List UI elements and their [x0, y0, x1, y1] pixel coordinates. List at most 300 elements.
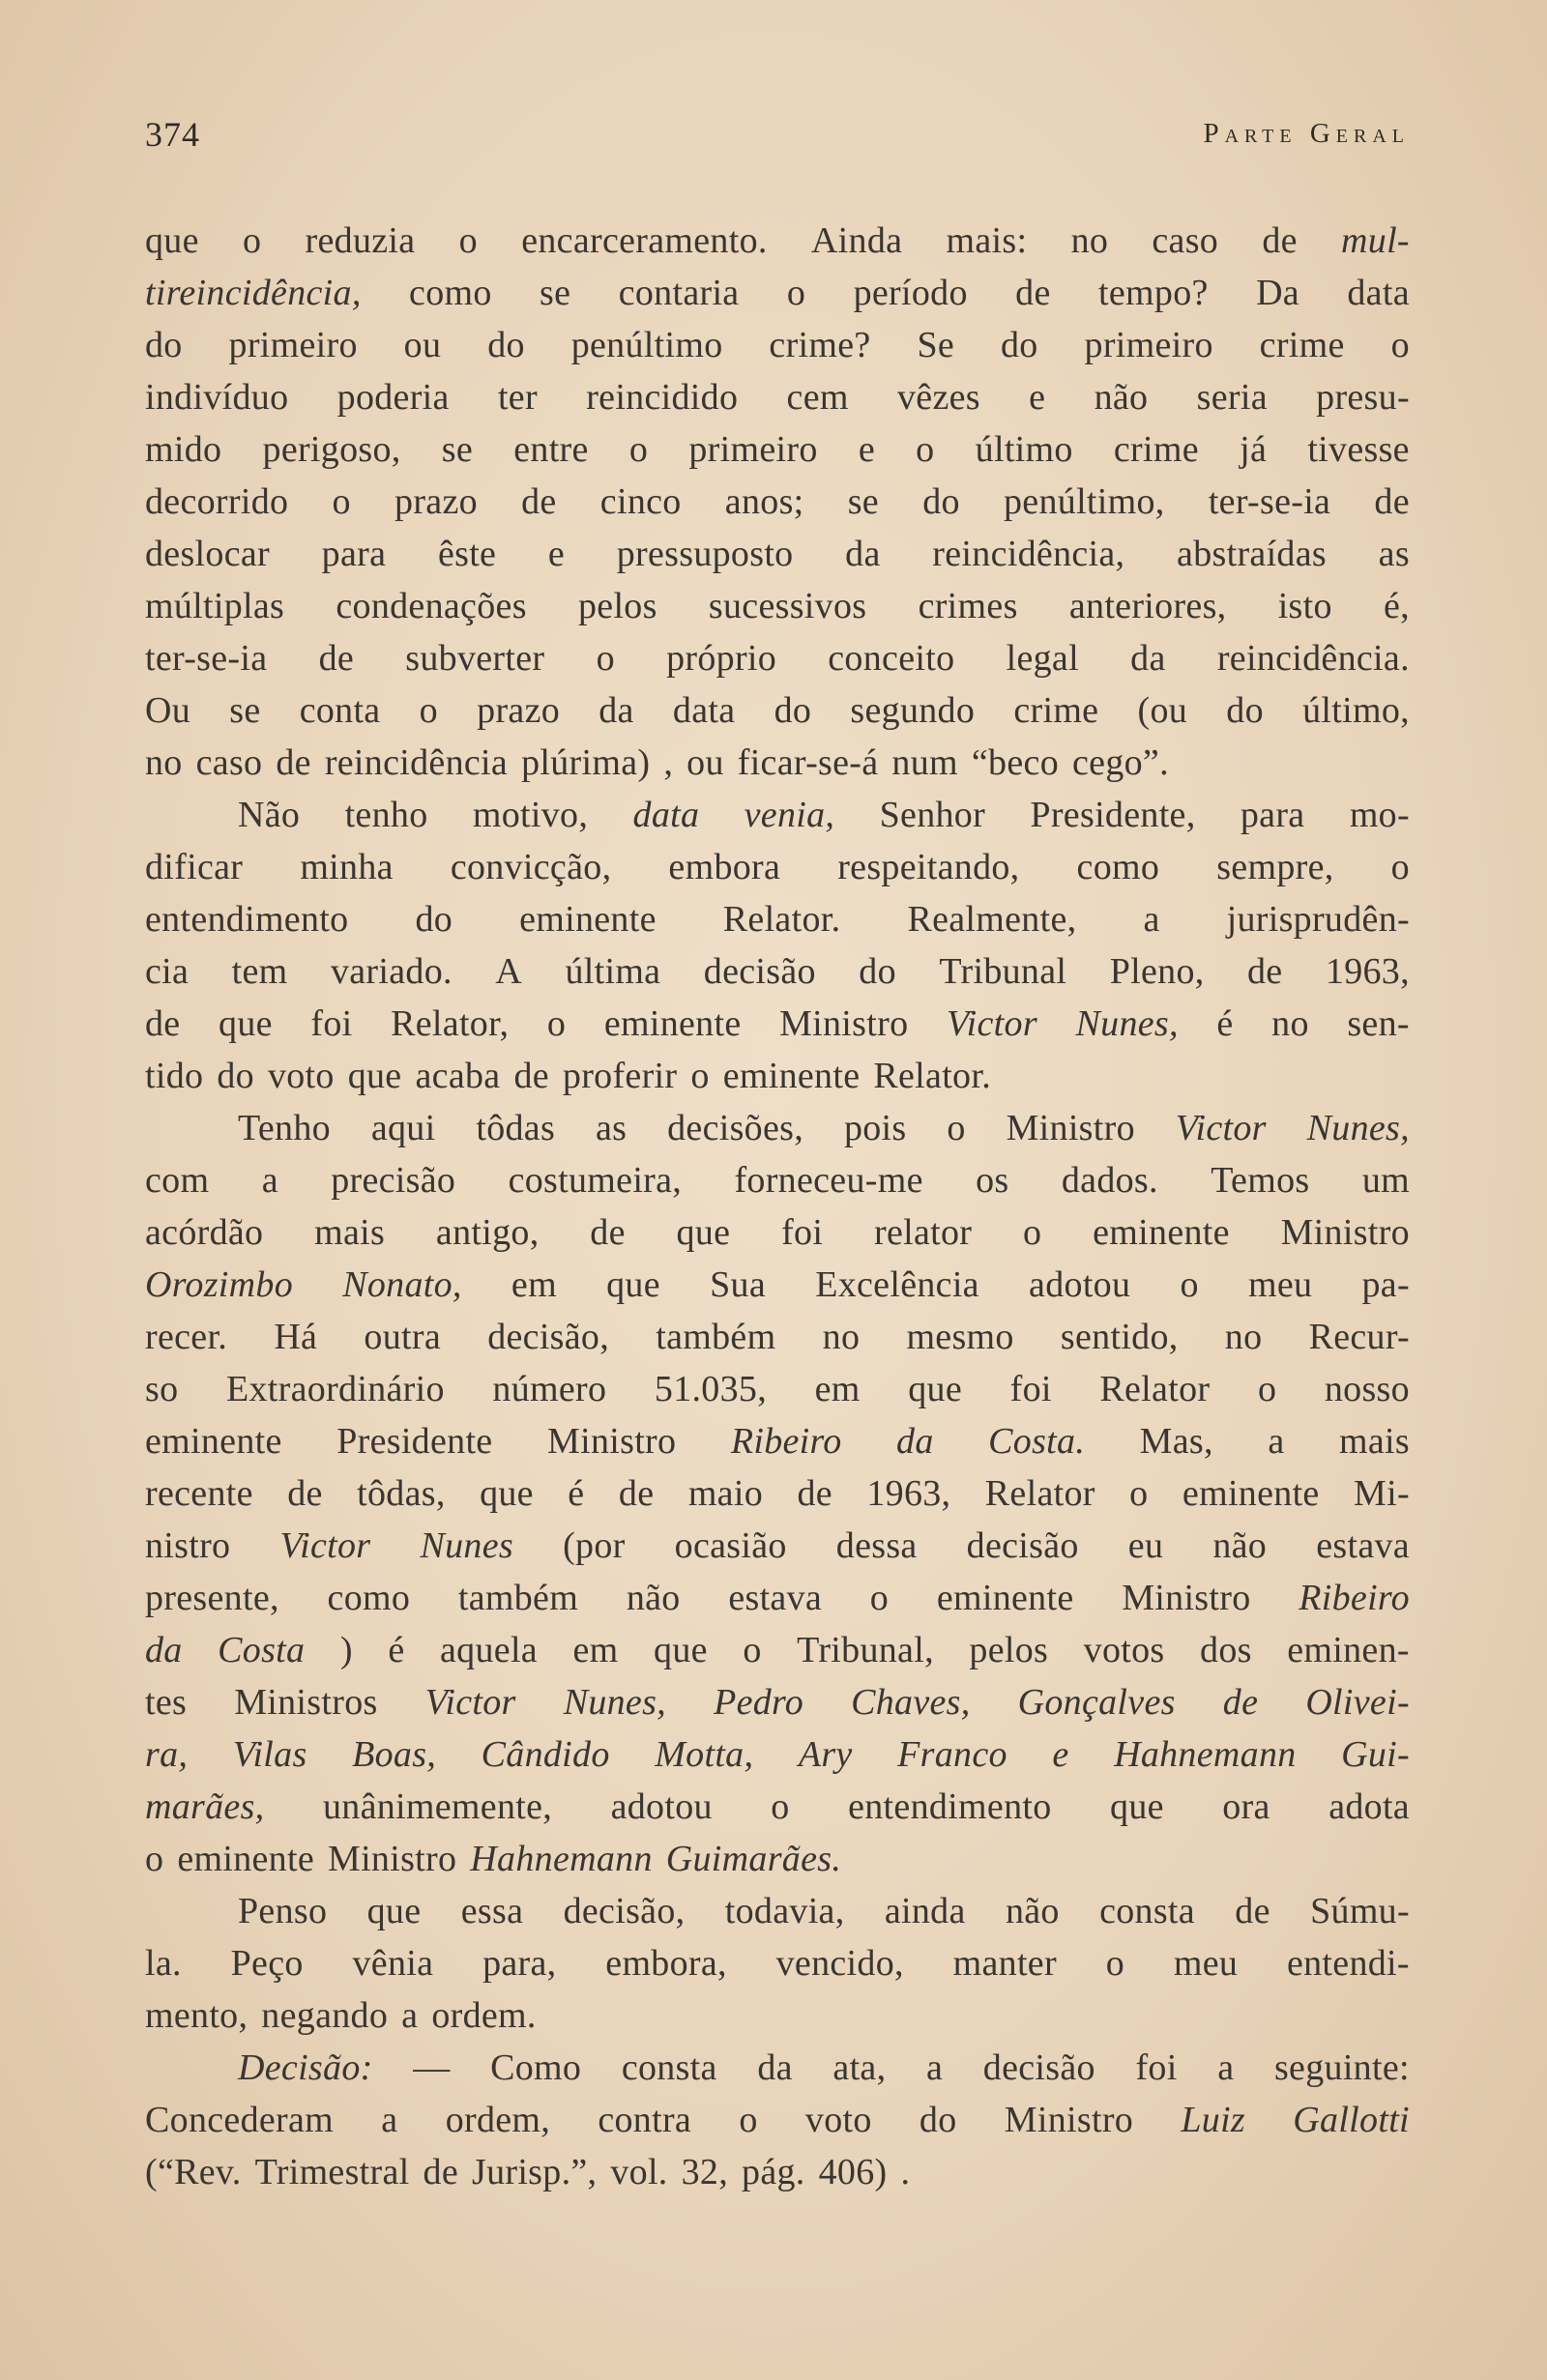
word: Como — [490, 2047, 582, 2088]
italic-word: Nunes, — [563, 1682, 666, 1723]
word: 1963, — [866, 1473, 951, 1514]
word: última — [565, 951, 661, 992]
word: 51.035, — [654, 1369, 767, 1409]
word: se — [441, 429, 474, 470]
italic-word: Cândido — [481, 1734, 610, 1775]
word: de — [1262, 220, 1298, 261]
word: crimes — [918, 586, 1018, 626]
word: como — [327, 1578, 411, 1618]
text-line — [145, 2146, 1410, 2198]
word: da — [757, 2047, 793, 2088]
word: pa- — [1361, 1264, 1410, 1305]
text-line — [145, 1520, 1410, 1572]
word: Ministro — [1006, 1108, 1135, 1148]
word: minha — [300, 847, 394, 887]
text-line — [145, 319, 1410, 371]
word: último — [975, 429, 1073, 470]
word: o — [458, 220, 478, 261]
italic-word: da — [896, 1421, 934, 1462]
word: caso — [195, 742, 263, 783]
italic-word: Gonçalves — [1017, 1682, 1176, 1723]
word: convicção, — [450, 847, 612, 887]
word: reincidência, — [932, 534, 1125, 574]
italic-word: Gallotti — [1293, 2100, 1410, 2140]
word: mesmo — [906, 1317, 1014, 1357]
italic-word: Vilas — [232, 1734, 307, 1775]
italic-word: Nunes — [420, 1525, 513, 1566]
italic-word: da — [145, 1630, 183, 1670]
word: recente — [145, 1473, 253, 1514]
word: o — [546, 1003, 567, 1044]
word: Mas, — [1139, 1421, 1213, 1462]
text-line — [145, 893, 1410, 945]
word: essa — [460, 1891, 524, 1931]
word: nistro — [145, 1525, 231, 1566]
word: do — [217, 1056, 254, 1096]
word: seguinte: — [1273, 2047, 1410, 2088]
word: de — [1235, 1891, 1270, 1931]
running-head — [145, 114, 1410, 162]
word: Relator. — [722, 899, 841, 940]
italic-word: Chaves, — [851, 1682, 971, 1723]
word: presente, — [145, 1578, 279, 1618]
text-line — [145, 1885, 1410, 1937]
word: eminen- — [1287, 1630, 1410, 1670]
word: voto — [267, 1056, 335, 1096]
word: o — [332, 481, 351, 522]
word: não — [1094, 377, 1149, 418]
word: Tribunal, — [797, 1630, 934, 1670]
word: não — [626, 1578, 681, 1618]
word: 1963, — [1325, 951, 1410, 992]
word: outra — [364, 1317, 441, 1357]
word: e — [1029, 377, 1046, 418]
word: ) — [339, 1630, 353, 1670]
word: eminente — [722, 1056, 861, 1096]
word: de — [423, 2152, 458, 2192]
word: Temos — [1211, 1160, 1310, 1201]
word: foi — [1135, 2047, 1178, 2088]
word: o — [947, 1108, 966, 1148]
word: mento, — [145, 1995, 248, 2036]
word: . — [900, 2152, 911, 2192]
word: êste — [437, 534, 497, 574]
word: Realmente, — [907, 899, 1077, 940]
word: Ministro — [1004, 2100, 1134, 2140]
word: tôdas, — [357, 1473, 446, 1514]
italic-word: Victor — [279, 1525, 371, 1566]
word: crime? — [769, 325, 871, 365]
section-title: Parte Geral — [1203, 118, 1410, 149]
word: penúltimo, — [1004, 481, 1165, 522]
word: Trimestral — [254, 2152, 410, 2192]
word: o — [419, 690, 438, 731]
word: conta — [299, 690, 381, 731]
word: decisão — [966, 1525, 1079, 1566]
text-line — [145, 1728, 1410, 1781]
word: período — [853, 273, 968, 313]
word: anos; — [724, 481, 804, 522]
word: que — [908, 1369, 963, 1409]
word: um — [1361, 1160, 1410, 1201]
word: votos — [1083, 1630, 1165, 1670]
italic-word: Olivei- — [1305, 1682, 1410, 1723]
word: Relator. — [873, 1056, 992, 1096]
word: o — [145, 1839, 164, 1879]
word: o — [1105, 1943, 1125, 1984]
word: eminente — [177, 1839, 314, 1879]
word: consta — [621, 2047, 717, 2088]
word: penúltimo — [570, 325, 723, 365]
word: de — [1374, 481, 1410, 522]
word: o — [596, 638, 615, 679]
word: Ministro — [779, 1003, 909, 1044]
word: adota — [1328, 1786, 1410, 1827]
word: “beco — [971, 742, 1059, 783]
word: segundo — [850, 690, 976, 731]
word: entre — [513, 429, 589, 470]
word: da — [1130, 638, 1166, 679]
italic-word: Gui- — [1341, 1734, 1410, 1775]
word: dificar — [145, 847, 244, 887]
italic-word: Hahnemann — [470, 1839, 653, 1879]
word: para, — [482, 1943, 557, 1984]
word: que — [219, 1003, 273, 1044]
word: o — [739, 2100, 758, 2140]
word: relator — [874, 1212, 973, 1253]
text-line — [145, 1311, 1410, 1363]
word: vênia — [352, 1943, 434, 1984]
word: embora — [668, 847, 781, 887]
word: primeiro — [1084, 325, 1213, 365]
word: do — [145, 325, 183, 365]
word: mais — [1339, 1421, 1410, 1462]
word: cia — [145, 951, 190, 992]
word: é, — [1384, 586, 1410, 626]
word: Extraordinário — [226, 1369, 445, 1409]
word: a — [1217, 2047, 1235, 2088]
word: que — [480, 1473, 534, 1514]
word: pág. — [742, 2152, 805, 2192]
word: Penso — [238, 1891, 328, 1931]
word: da — [845, 534, 881, 574]
word: Ministro — [1280, 1212, 1410, 1253]
italic-word: Victor — [424, 1682, 516, 1723]
word: tido — [145, 1056, 204, 1096]
text-line — [145, 684, 1410, 737]
text-line — [145, 2042, 1410, 2094]
word: Tenho — [238, 1108, 331, 1148]
word: que — [1110, 1786, 1164, 1827]
italic-word: Costa. — [988, 1421, 1086, 1462]
word: do — [859, 951, 896, 992]
word: o — [243, 220, 262, 261]
word: perigoso, — [262, 429, 401, 470]
word: reincidência. — [1216, 638, 1410, 679]
word: que — [366, 1891, 422, 1931]
word: data — [1347, 273, 1410, 313]
word: vencido, — [775, 1943, 904, 1984]
word: Ministro — [327, 1839, 457, 1879]
word: múltiplas — [145, 586, 285, 626]
word: de — [590, 1212, 626, 1253]
word: tes — [145, 1682, 188, 1723]
word: crime — [1013, 690, 1099, 731]
word: eu — [1127, 1525, 1164, 1566]
text-line — [145, 998, 1410, 1050]
word: ordem. — [431, 1995, 537, 2036]
word: o — [1023, 1212, 1042, 1253]
word: Presidente, — [1030, 795, 1196, 835]
word: meu — [1247, 1264, 1313, 1305]
word: costumeira, — [508, 1160, 683, 1201]
word: foi — [1009, 1369, 1052, 1409]
word: (ou — [1137, 690, 1188, 731]
text-line — [145, 789, 1410, 841]
italic-word: Guimarães. — [665, 1839, 842, 1879]
word: decisão — [703, 951, 816, 992]
word: próprio — [666, 638, 777, 679]
text-line — [145, 737, 1410, 789]
word: proferir — [562, 1056, 678, 1096]
word: Relator — [1099, 1369, 1211, 1409]
word: prazo — [394, 481, 478, 522]
word: Ministro — [547, 1421, 677, 1462]
italic-word: ra, — [145, 1734, 189, 1775]
word: em — [511, 1264, 557, 1305]
word: Súmu- — [1310, 1891, 1410, 1931]
word: que — [347, 1056, 402, 1096]
word: o — [1390, 847, 1410, 887]
text-line — [145, 1989, 1410, 2042]
word: Ministros — [234, 1682, 378, 1723]
word: so — [145, 1369, 179, 1409]
word: plúrima) — [521, 742, 651, 783]
word: sempre, — [1216, 847, 1334, 887]
word: tôdas — [476, 1108, 556, 1148]
word: como — [409, 273, 492, 313]
word: recer. — [145, 1317, 228, 1357]
word: o — [869, 1578, 890, 1618]
word: a — [1143, 899, 1160, 940]
word: cego”. — [1072, 742, 1169, 783]
word: de — [521, 481, 557, 522]
word: primeiro — [688, 429, 818, 470]
word: eminente — [936, 1578, 1074, 1618]
italic-word: venia, — [744, 795, 835, 835]
word: o — [1180, 1264, 1199, 1305]
word: o — [786, 273, 806, 313]
word: conceito — [828, 638, 955, 679]
word: Relator, — [391, 1003, 510, 1044]
word: eminente — [1182, 1473, 1320, 1514]
word: Pleno, — [1109, 951, 1205, 992]
word: o — [1129, 1473, 1149, 1514]
word: , — [663, 742, 674, 783]
word: estava — [728, 1578, 823, 1618]
word: tempo? — [1098, 273, 1209, 313]
text-line — [145, 1415, 1410, 1467]
italic-word: de — [1222, 1682, 1259, 1723]
word: aquela — [440, 1630, 538, 1670]
italic-word: Motta, — [655, 1734, 754, 1775]
text-line — [145, 1467, 1410, 1520]
word: que — [676, 1212, 731, 1253]
word: último, — [1302, 690, 1410, 731]
text-line — [145, 1624, 1410, 1676]
word: ocasião — [674, 1525, 787, 1566]
word: a — [401, 1995, 419, 2036]
word: entendimento — [848, 1786, 1052, 1827]
word: de — [145, 1003, 181, 1044]
word: — — [413, 2047, 451, 2088]
word: que — [606, 1264, 660, 1305]
italic-word: Victor — [946, 1003, 1037, 1044]
text-line — [145, 1781, 1410, 1833]
word: ter — [497, 377, 538, 418]
word: variado. — [330, 951, 452, 992]
word: indivíduo — [145, 377, 289, 418]
word: tem — [231, 951, 288, 992]
word: vol. — [610, 2152, 668, 2192]
word: sucessivos — [708, 586, 867, 626]
word: Ministro — [1122, 1578, 1251, 1618]
word: estava — [1316, 1525, 1410, 1566]
word: encarceramento. — [521, 220, 768, 261]
word: entendi- — [1286, 1943, 1410, 1984]
word: prazo — [477, 690, 561, 731]
word: data — [672, 690, 736, 731]
word: para — [321, 534, 387, 574]
text-line — [145, 215, 1410, 267]
body-text — [145, 215, 1410, 2198]
word: a — [381, 2100, 398, 2140]
word: o — [743, 1630, 762, 1670]
word: Não — [238, 795, 301, 835]
word: acórdão — [145, 1212, 264, 1253]
word: cem — [786, 377, 849, 418]
word: do — [1001, 325, 1038, 365]
word: Da — [1256, 273, 1299, 313]
word: de — [1015, 273, 1051, 313]
word: Excelência — [815, 1264, 979, 1305]
word: respeitando, — [837, 847, 1020, 887]
word: Jurisp.”, — [471, 2152, 598, 2192]
word: o — [1390, 325, 1410, 365]
word: se — [540, 273, 571, 313]
word: ordem, — [445, 2100, 551, 2140]
word: do — [919, 2100, 957, 2140]
word: seria — [1196, 377, 1268, 418]
italic-word: Luiz — [1181, 2100, 1246, 2140]
word: a — [1268, 1421, 1285, 1462]
word: é — [568, 1473, 585, 1514]
word: la. — [145, 1943, 182, 1984]
word: ou — [403, 325, 442, 365]
word: sentido, — [1060, 1317, 1179, 1357]
word: decorrido — [145, 481, 289, 522]
word: contra — [598, 2100, 692, 2140]
word: os — [976, 1160, 1009, 1201]
word: pressuposto — [616, 534, 794, 574]
word: no — [1271, 1003, 1309, 1044]
word: tivesse — [1307, 429, 1410, 470]
word: de — [276, 742, 311, 783]
word: com — [145, 1160, 210, 1201]
word: primeiro — [228, 325, 358, 365]
word: eminente — [1093, 1212, 1230, 1253]
word: dados. — [1061, 1160, 1158, 1201]
word: Há — [274, 1317, 318, 1357]
word: ou — [686, 742, 724, 783]
word: o — [771, 1786, 790, 1827]
italic-word: Ary — [798, 1734, 853, 1775]
italic-word: Ribeiro — [1299, 1578, 1410, 1618]
word: mo- — [1349, 795, 1410, 835]
word: o — [916, 429, 935, 470]
word: reduzia — [305, 220, 416, 261]
word: isto — [1277, 586, 1332, 626]
word: eminente — [603, 1003, 742, 1044]
word: de — [318, 638, 355, 679]
word: no — [822, 1317, 861, 1357]
word: nosso — [1324, 1369, 1410, 1409]
word: meu — [1173, 1943, 1239, 1984]
text-line — [145, 476, 1410, 528]
word: já — [1240, 429, 1268, 470]
word: motivo, — [472, 795, 589, 835]
word: pois — [843, 1108, 907, 1148]
italic-word: Ribeiro — [730, 1421, 842, 1462]
word: adotou — [1029, 1264, 1131, 1305]
word: ata, — [832, 2047, 887, 2088]
word: de — [797, 1473, 832, 1514]
word: precisão — [331, 1160, 456, 1201]
word: sen- — [1347, 1003, 1410, 1044]
word: (por — [563, 1525, 626, 1566]
word: caso — [1152, 220, 1219, 261]
text-line — [145, 841, 1410, 893]
word: no — [1070, 220, 1109, 261]
word: tenho — [344, 795, 428, 835]
word: pelos — [969, 1630, 1049, 1670]
word: da — [598, 690, 634, 731]
text-line — [145, 423, 1410, 476]
word: de — [287, 1473, 323, 1514]
word: de — [513, 1056, 549, 1096]
word: Presidente — [336, 1421, 493, 1462]
word: ficar-se-á — [737, 742, 879, 783]
italic-word: Boas, — [352, 1734, 437, 1775]
italic-word: Decisão: — [238, 2047, 373, 2088]
text-line — [145, 2094, 1410, 2146]
word: do — [487, 325, 525, 365]
word: Mi- — [1354, 1473, 1410, 1514]
italic-word: Hahnemann — [1114, 1734, 1297, 1775]
word: eminente — [519, 899, 657, 940]
word: do — [922, 481, 960, 522]
word: (“Rev. — [145, 2152, 242, 2192]
word: dessa — [835, 1525, 918, 1566]
word: do — [415, 899, 453, 940]
word: de — [1246, 951, 1283, 992]
word: ora — [1222, 1786, 1270, 1827]
word: manter — [952, 1943, 1057, 1984]
text-line — [145, 371, 1410, 423]
word: antigo, — [435, 1212, 540, 1253]
text-line — [145, 528, 1410, 580]
word: do — [1226, 690, 1264, 731]
